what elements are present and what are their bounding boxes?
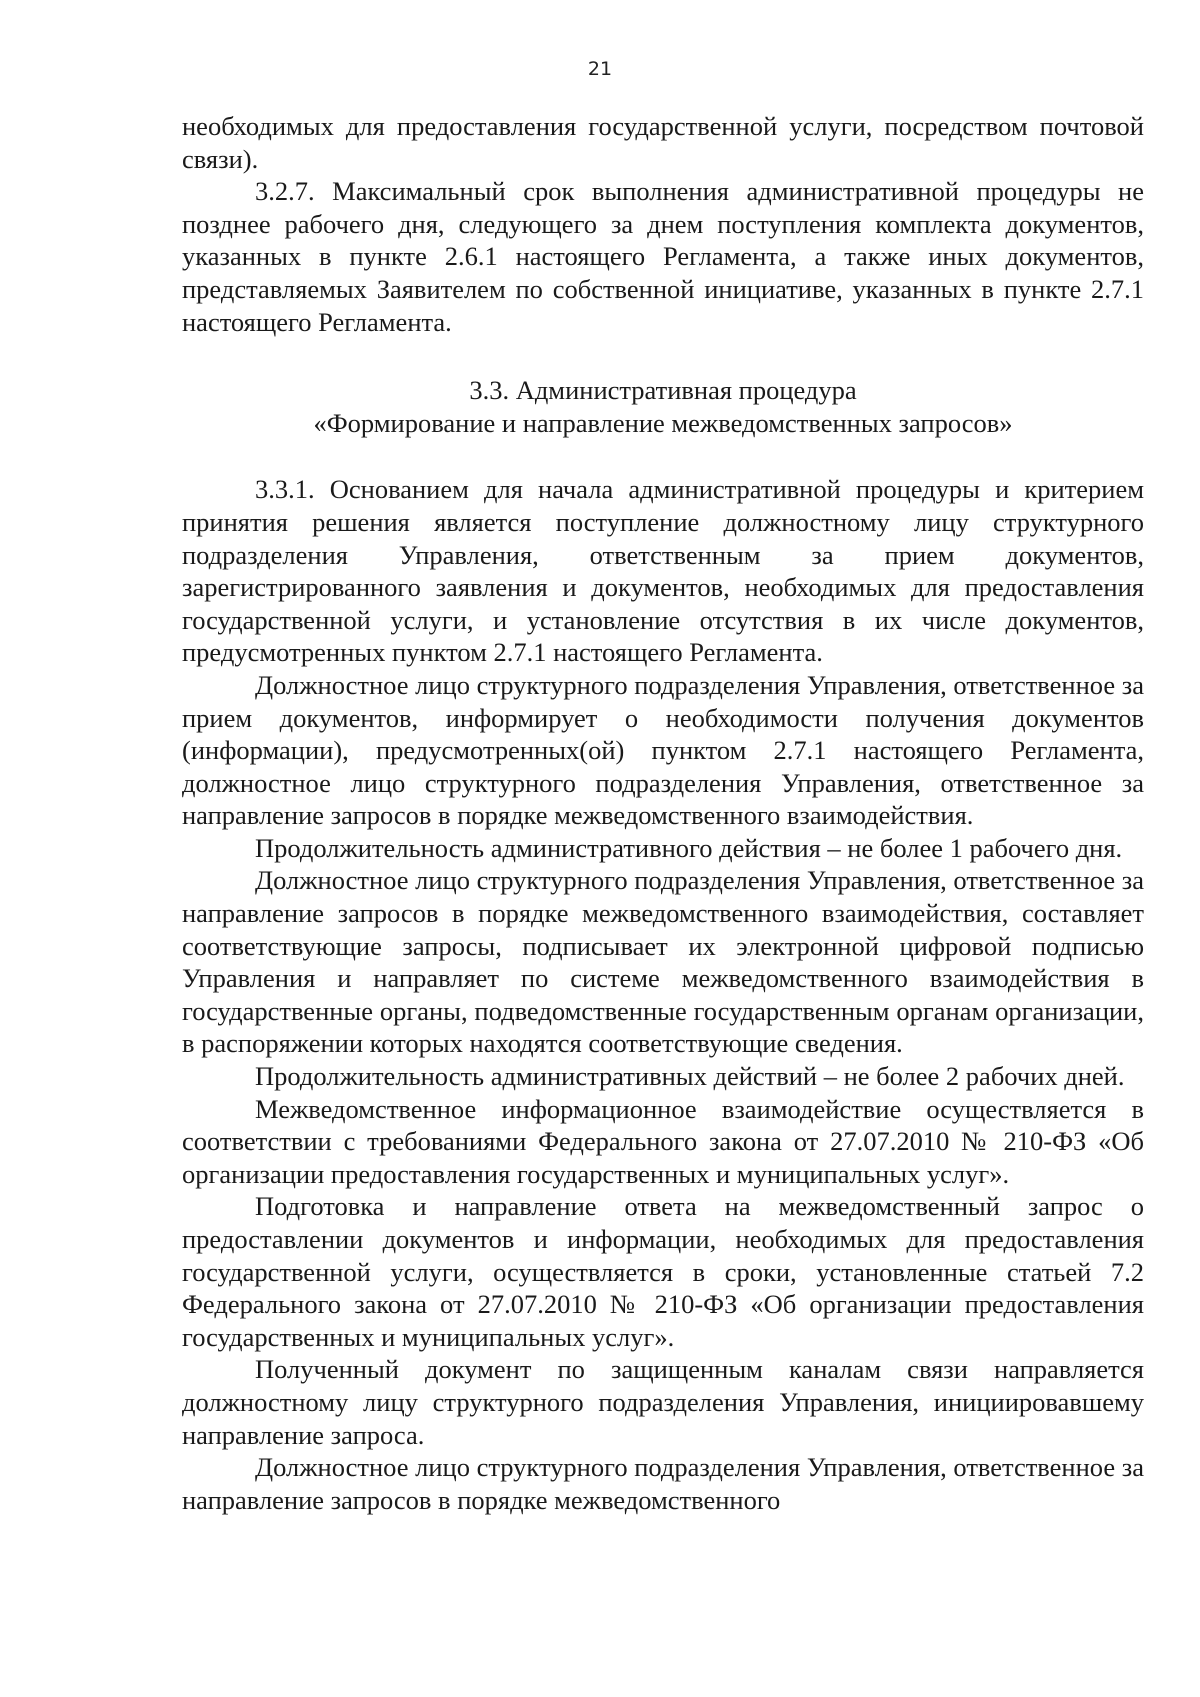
paragraph-response-terms: Подготовка и направление ответа на межведомственный запрос о предоставлении документов и информации, необходимых для предоставления государственной услуги, осуществляется в сроки, установленные статьей 7.2 Федерального закона от 27.07.2010 № 210-ФЗ «Об организации предоставления государственных и муниципальных услуг». (182, 1191, 1144, 1352)
paragraph-3-2-7: 3.2.7. Максимальный срок выполнения административной процедуры не позднее рабочего дня, следующего за днем поступления комплекта документов, указанных в пункте 2.6.1 настоящего Регламента, а также иных документов, представляемых Заявителем по собственной инициативе, указанных в пункте 2.7.1 настоящего Регламента. (182, 176, 1144, 337)
paragraph-informing: Должностное лицо структурного подразделения Управления, ответственное за прием документов, информирует о необходимости получения документов (информации), предусмотренных(ой) пунктом 2.7.1 настоящего Регламента, должностное лицо структурного подразделения Управления, ответственное за направление запросов в порядке межведомственного взаимодействия. (182, 669, 1144, 831)
paragraph-responsible-official: Должностное лицо структурного подразделения Управления, ответственное за направление запросов в порядке межведомственного (182, 1452, 1144, 1515)
paragraph-interaction-law: Межведомственное информационное взаимодействие осуществляется в соответствии с требованиями Федерального закона от 27.07.2010 № 210-ФЗ «Об организации предоставления государственных и муниципальных услуг». (182, 1093, 1144, 1189)
document-body (182, 110, 1144, 1516)
section-heading-subtitle: «Формирование и направление межведомственных запросов» (313, 407, 1013, 438)
section-heading-title: 3.3. Административная процедура (469, 375, 857, 406)
paragraph-3-3-1: 3.3.1. Основанием для начала административной процедуры и критерием принятия решения является поступление должностному лицу структурного подразделения Управления, ответственным за прием документов, зарегистрированного заявления и документов, необходимых для предоставления государственной услуги, и установление отсутствия в их числе документов, предусмотренных пунктом 2.7.1 настоящего Регламента. (182, 474, 1144, 668)
paragraph-requests: Должностное лицо структурного подразделения Управления, ответственное за направление запросов в порядке межведомственного взаимодействия, составляет соответствующие запросы, подписывает их электронной цифровой подписью Управления и направляет по системе межведомственного взаимодействия в государственные органы, подведомственные государственным органам организации, в распоряжении которых находятся соответствующие сведения. (182, 865, 1144, 1059)
paragraph-continuation: необходимых для предоставления государственной услуги, посредством почтовой связи). (182, 111, 1144, 174)
paragraph-duration-2-days: Продолжительность административных действий – не более 2 рабочих дней. (255, 1061, 1125, 1092)
page-number: 21 (587, 58, 613, 80)
paragraph-duration-1-day: Продолжительность административного действия – не более 1 рабочего дня. (255, 832, 1123, 863)
paragraph-received-document: Полученный документ по защищенным каналам связи направляется должностному лицу структурного подразделения Управления, инициировавшему направление запроса. (182, 1354, 1144, 1450)
section-heading-3-3 (182, 374, 1144, 439)
